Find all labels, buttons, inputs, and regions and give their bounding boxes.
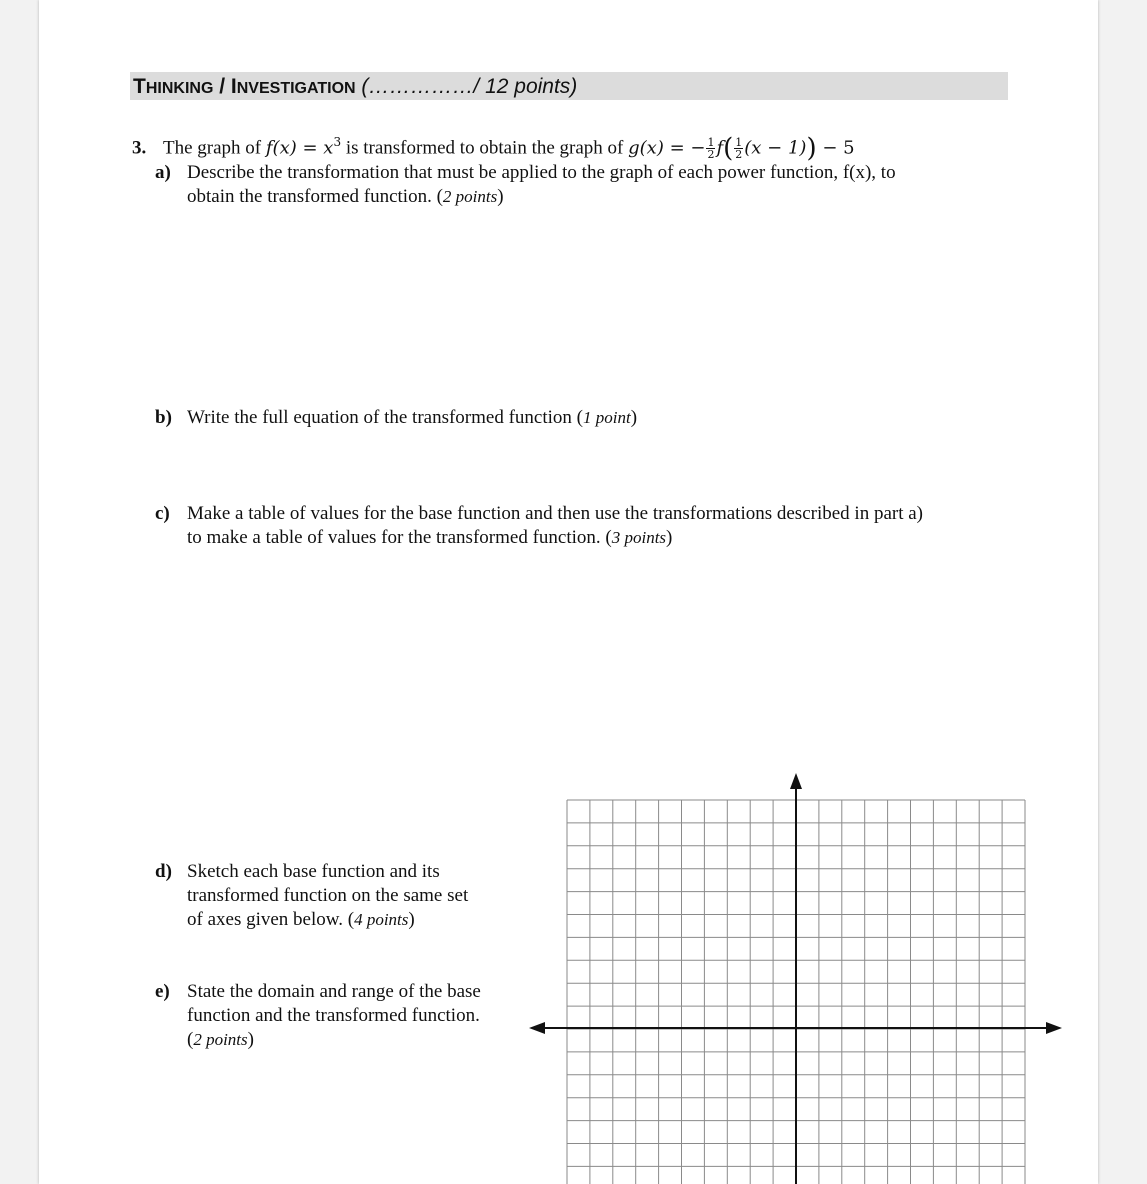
g-tail: − 5 <box>816 137 855 159</box>
part-d-points: 4 points <box>354 910 409 929</box>
part-b-label: b) <box>155 407 172 428</box>
part-c-points: 3 points <box>611 528 667 547</box>
part-d-line2: transformed function on the same set <box>187 885 469 906</box>
g-definition: g(x) = − <box>628 137 706 159</box>
header-initial-i: I <box>230 75 237 98</box>
part-b-points: 1 point <box>583 408 631 427</box>
f-definition: f(x) = x <box>265 137 334 159</box>
g-inner: (x − 1) <box>744 137 807 159</box>
part-e-points: 2 points <box>193 1030 248 1049</box>
part-b-text: Write the full equation of the transformed function ( <box>187 407 583 428</box>
part-d-label: d) <box>155 861 172 882</box>
big-paren-open: ( <box>723 133 734 164</box>
part-c-line2-wrap: to make a table of values for the transformed function. (3 points) <box>187 527 673 548</box>
header-thinking: HINKING <box>145 80 214 97</box>
part-a-line1: Describe the transformation that must be applied to the graph of each power function, f(x), to <box>187 162 896 183</box>
x-axis-arrow-left-icon <box>529 1022 545 1034</box>
part-c-label: c) <box>155 503 170 524</box>
part-a-label: a) <box>155 162 171 183</box>
big-paren-close: ) <box>806 133 817 164</box>
question-number: 3. <box>132 137 147 159</box>
part-c-line2: to make a table of values for the transformed function. ( <box>187 527 612 548</box>
fraction-one-half-inner: $\frac{1}{2}$ <box>735 136 743 162</box>
header-slash: / <box>213 75 231 98</box>
part-a-points: 2 points <box>442 187 498 206</box>
part-e-line1: State the domain and range of the base <box>187 981 481 1002</box>
fraction-one-half: $\frac{1}{2}$ <box>707 136 715 162</box>
part-e-line3-wrap: (2 points) <box>187 1029 254 1050</box>
part-e-line2: function and the transformed function. <box>187 1005 480 1026</box>
part-d-line3-wrap: of axes given below. (4 points) <box>187 909 415 930</box>
header-score: (……………/ 12 points) <box>355 75 578 98</box>
part-c-line1: Make a table of values for the base function and then use the transformations described in part a) <box>187 503 923 524</box>
y-axis-arrow-up-icon <box>790 773 802 789</box>
part-a-line2: obtain the transformed function. ( <box>187 186 443 207</box>
question-intro-mid: is transformed to obtain the graph of <box>341 137 629 159</box>
g-f-symbol: f <box>716 137 724 159</box>
f-exponent: 3 <box>333 135 342 149</box>
header-investigation: NVESTIGATION <box>236 80 356 97</box>
part-a-line2-wrap: obtain the transformed function. (2 points) <box>187 186 504 207</box>
header-initial-t: T <box>133 75 146 98</box>
part-e-label: e) <box>155 981 170 1002</box>
part-d-line3: of axes given below. ( <box>187 909 355 930</box>
part-d-line1: Sketch each base function and its <box>187 861 440 882</box>
question-intro-pre: The graph of <box>163 137 266 159</box>
x-axis-arrow-right-icon <box>1046 1022 1062 1034</box>
